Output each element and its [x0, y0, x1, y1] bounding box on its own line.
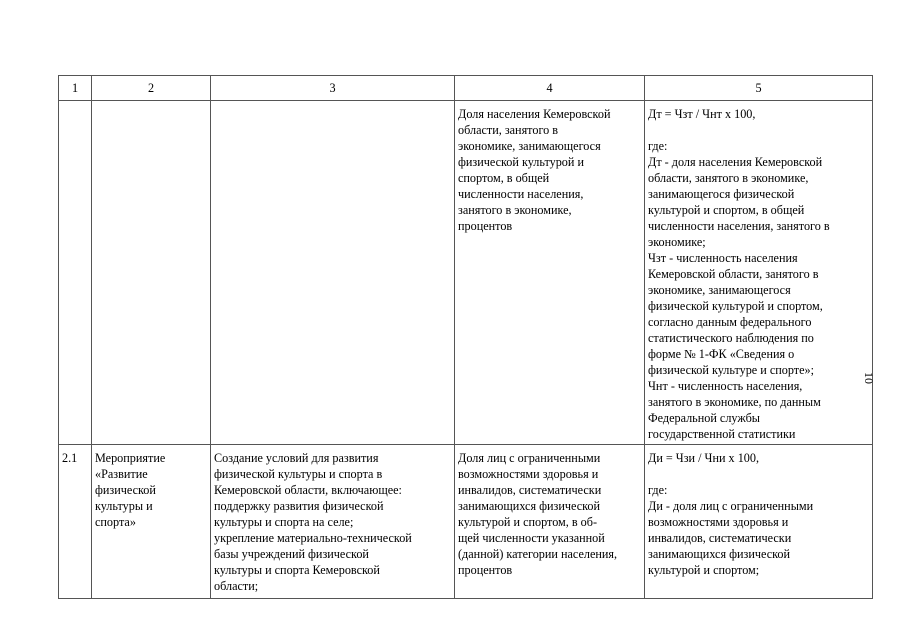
row1-description: [211, 101, 455, 445]
row2-formula: Ди = Чзи / Чни x 100, где: Ди - доля лиц с ограниченными возможностями здоровья и инвалидов, систематически занимающихся физической культурой и спортом;: [645, 445, 873, 599]
row2-description: Создание условий для развития физической культуры и спорта в Кемеровской области, включающее: поддержку развития физической культуры и спорта на селе; укрепление материально-технической базы учреждений физической культуры и спорта Кемеровской области;: [211, 445, 455, 599]
row1-formula: Дт = Чзт / Чнт x 100, где: Дт - доля населения Кемеровской области, занятого в экономике, занимающегося физической культурой и спортом, в общей численности населения, занятого в экономике; Чзт - численность населения Кемеровской области, занятого в экономике, занимающегося физической культурой и спортом, согласно данным федерального статистического наблюдения по форме № 1-ФК «Сведения о физической культуре и спорте»; Чнт - численность населения, занятого в экономике, по данным Федеральной службы государственной статистики: [645, 101, 873, 445]
table-row: [59, 101, 873, 445]
row2-event: Мероприятие «Развитие физической культуры и спорта»: [92, 445, 211, 599]
row1-number: [59, 101, 92, 445]
row2-indicator: Доля лиц с ограниченными возможностями здоровья и инвалидов, систематически занимающихся физической культурой и спортом, в об- щей численности указанной (данной) категории населения, процентов: [455, 445, 645, 599]
page-number: 10: [862, 372, 876, 384]
header-cell-1: 1: [59, 76, 92, 101]
header-cell-3: 3: [211, 76, 455, 101]
row1-event: [92, 101, 211, 445]
table-header-row: [59, 76, 873, 101]
indicators-table: [58, 75, 873, 599]
table-row: [59, 445, 873, 599]
row2-number: 2.1: [59, 445, 92, 599]
header-cell-4: 4: [455, 76, 645, 101]
row1-indicator: Доля населения Кемеровской области, занятого в экономике, занимающегося физической культурой и спортом, в общей численности населения, занятого в экономике, процентов: [455, 101, 645, 445]
header-cell-5: 5: [645, 76, 873, 101]
header-cell-2: 2: [92, 76, 211, 101]
